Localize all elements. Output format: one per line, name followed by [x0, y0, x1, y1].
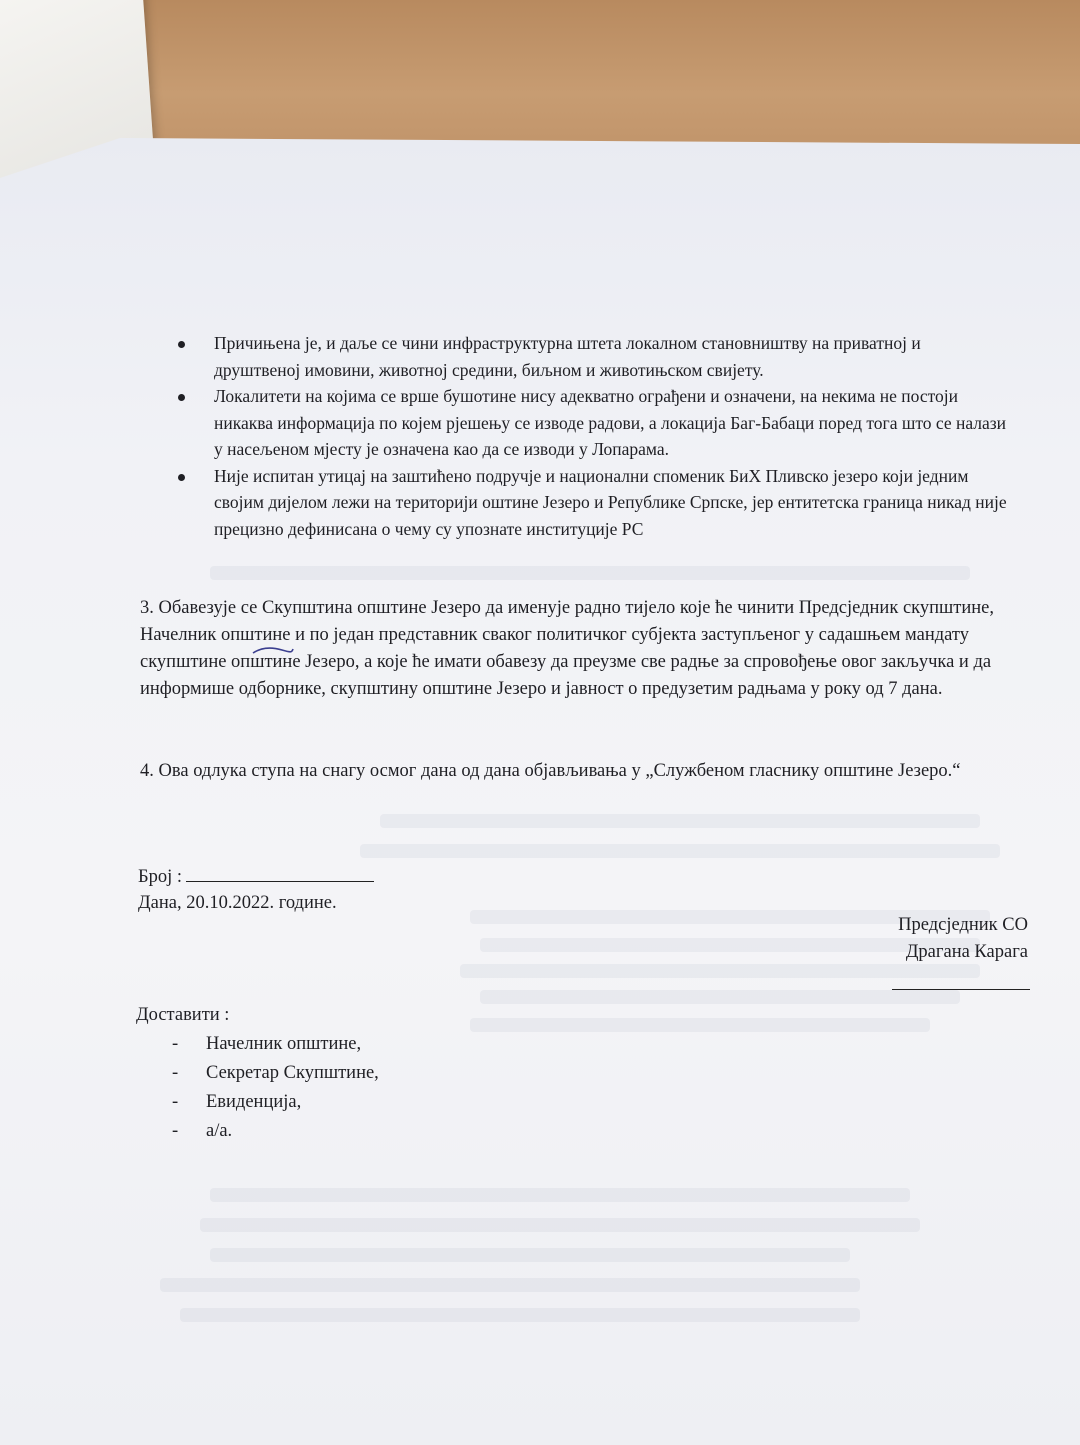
paragraph-point-3: 3. Обавезује се Скупштина општине Језеро да именује радно тијело које ће чинити Предсједник скупштине, Начелник општине и по један представник сваког политичког субјекта заступљеног у садашњем мандату скупштине општине Језеро, а које ће имати обавезу да преузме све радње за спровођење овог закључка и да информише одборнике, скупштину општине Језеро и јавност о предузетим радњама у року од 7 дана.	[140, 598, 994, 699]
bullet-icon	[178, 341, 185, 348]
signature-line	[892, 989, 1030, 990]
signature-block	[898, 912, 1028, 966]
dash-icon: -	[172, 1063, 179, 1083]
dash-icon: -	[172, 1121, 179, 1141]
broj-field	[138, 864, 374, 891]
show-through-line	[210, 1188, 910, 1202]
signature-title: Предсједник СО	[898, 915, 1028, 935]
bullet-icon	[178, 474, 185, 481]
date-line: Дана, 20.10.2022. године.	[138, 893, 337, 913]
show-through-line	[210, 566, 970, 580]
bullet-item	[170, 463, 1010, 543]
show-through-line	[470, 1018, 930, 1032]
bullet-text: Локалитети на којима се врше бушотине нису адекватно ограђени и означени, на некима не постоји никаква информација по којем рјешењу се изводе радови, а локација Баг-Бабаци поред тога што се налази у насељеном мјесту је означена као да се изводи у Лопарама.	[214, 386, 1007, 459]
list-item	[168, 1059, 379, 1088]
show-through-line	[460, 964, 980, 978]
recipients-list	[168, 1030, 379, 1146]
show-through-line	[480, 990, 960, 1004]
show-through-line	[200, 1218, 920, 1232]
show-through-line	[210, 1248, 850, 1262]
bullet-list	[170, 330, 1010, 542]
list-item	[168, 1117, 379, 1146]
dash-icon: -	[172, 1034, 179, 1054]
recipient-text: Секретар Скупштине,	[206, 1063, 379, 1083]
signature-name: Драгана Карага	[905, 942, 1028, 962]
dostaviti-label: Доставити :	[136, 1005, 230, 1025]
recipient-text: а/а.	[206, 1121, 233, 1141]
show-through-line	[180, 1308, 860, 1322]
list-item	[168, 1088, 379, 1117]
paragraph-point-4: 4. Ова одлука ступа на снагу осмог дана од дана објављивања у „Службеном гласнику општине Језеро.“	[140, 761, 961, 781]
bullet-icon	[178, 394, 185, 401]
broj-label: Број :	[138, 867, 183, 887]
show-through-line	[160, 1278, 860, 1292]
bullet-item	[170, 330, 1010, 383]
bullet-text: Није испитан утицај на заштићено подручје и национални споменик БиХ Пливско језеро који једним својим дијелом лежи на територији оштине Језеро и Републике Српске, јер ентитетска граница никад није прецизно дефинисана о чему су упознате институције РС	[214, 465, 1007, 539]
dash-icon: -	[172, 1092, 179, 1112]
handwritten-mark-icon	[252, 646, 294, 656]
recipient-text: Начелник општине,	[206, 1034, 362, 1054]
recipient-text: Евиденција,	[206, 1092, 302, 1112]
bullet-text: Причињена је, и даље се чини инфраструктурна штета локалном становништву на приватној и друштвеној имовини, животној средини, биљном и животињском свијету.	[214, 333, 921, 380]
show-through-line	[380, 814, 980, 828]
bullet-item	[170, 383, 1010, 463]
show-through-line	[360, 844, 1000, 858]
broj-blank-line	[186, 867, 374, 882]
list-item	[168, 1030, 379, 1059]
